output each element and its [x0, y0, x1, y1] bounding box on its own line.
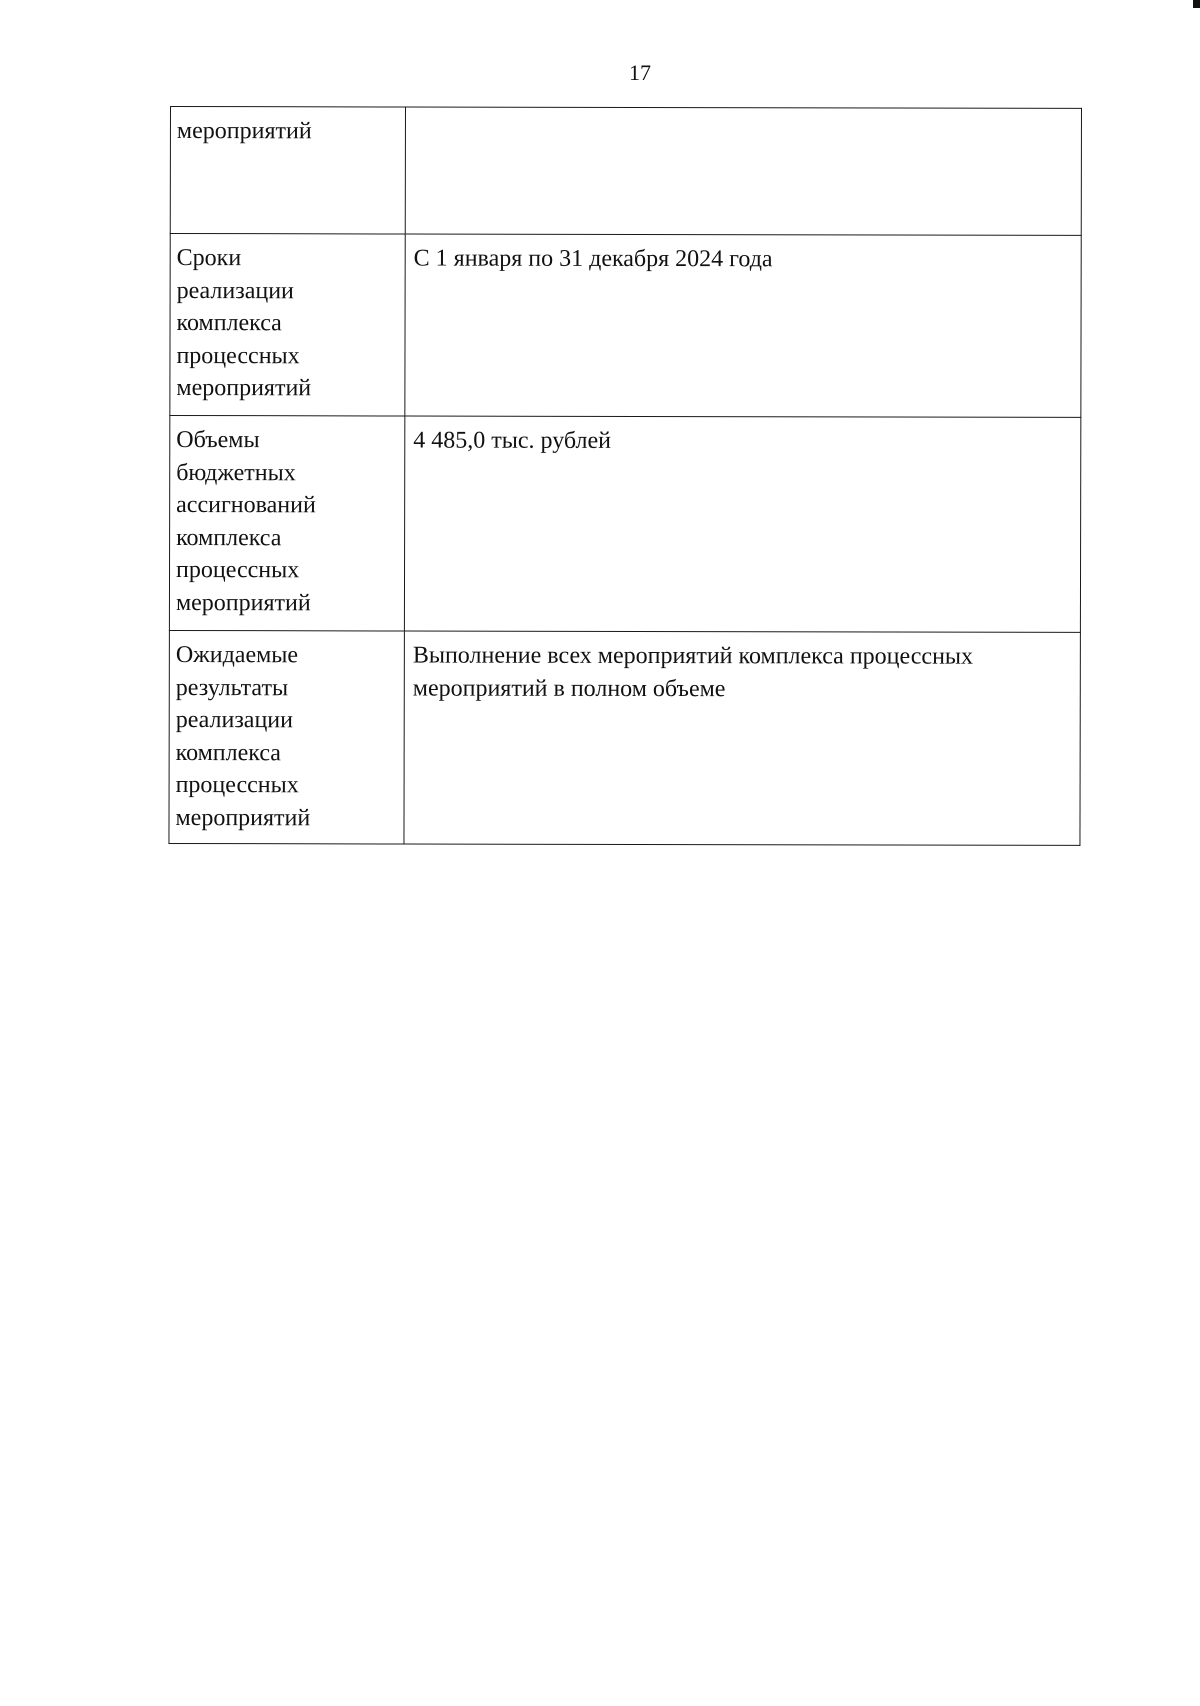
- row-value: С 1 января по 31 декабря 2024 года: [405, 234, 1081, 417]
- scan-corner-mark: [1193, 0, 1200, 8]
- row-label: Ожидаемые результаты реализации комплекса процессных мероприятий: [169, 630, 404, 843]
- page-number: 17: [629, 60, 651, 85]
- row-value: [405, 107, 1081, 235]
- table-row: [170, 234, 1081, 418]
- row-value: Выполнение всех мероприятий комплекса процессных мероприятий в полном объеме: [404, 631, 1080, 845]
- table-row: [169, 630, 1080, 845]
- table-row: [170, 107, 1081, 236]
- row-label: Сроки реализации комплекса процессных мероприятий: [170, 234, 405, 416]
- row-label: Объемы бюджетных ассигнований комплекса процессных мероприятий: [169, 416, 404, 631]
- row-label: мероприятий: [170, 107, 405, 234]
- passport-table: [168, 106, 1082, 846]
- row-value: 4 485,0 тыс. рублей: [404, 416, 1080, 632]
- table-row: [169, 416, 1080, 633]
